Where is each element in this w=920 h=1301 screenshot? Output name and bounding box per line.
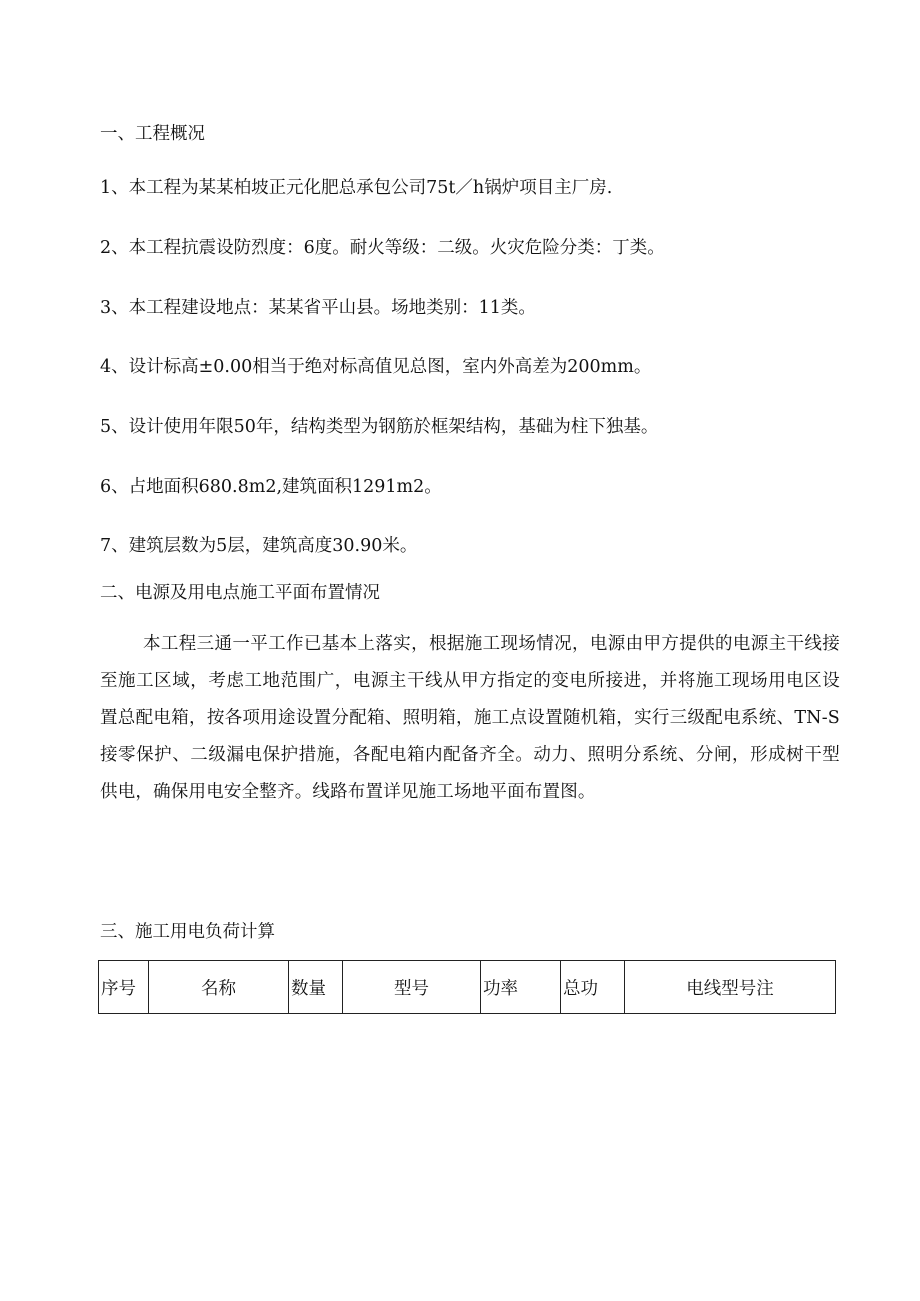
col-header-wire-model-note: 电线型号注	[625, 961, 836, 1014]
power-layout-paragraph: 本工程三通一平工作已基本上落实，根据施工现场情况，电源由甲方提供的电源主干线接至施工区域，考虑工地范围广，电源主干线从甲方指定的变电所接进，并将施工现场用电区设置总配电箱，按各项用途设置分配箱、照明箱，施工点设置随机箱，实行三级配电系统、TN-S接零保护、二级漏电保护措施，各配电箱内配备齐全。动力、照明分系统、分闸，形成树干型供电，确保用电安全整齐。线路布置详见施工场地平面布置图。	[100, 634, 840, 802]
overview-item-4: 4、设计标高±0.00相当于绝对标高值见总图，室内外高差为200mm。	[100, 357, 652, 377]
overview-item-6: 6、占地面积680.8m2,建筑面积1291m2。	[100, 477, 442, 497]
col-header-total-power: 总功	[561, 961, 625, 1014]
overview-item-7: 7、建筑层数为5层，建筑高度30.90米。	[100, 536, 418, 556]
table-header-row	[99, 961, 836, 1014]
overview-item-1: 1、本工程为某某柏坡正元化肥总承包公司75t／h锅炉项目主厂房.	[100, 178, 613, 198]
col-header-name: 名称	[149, 961, 289, 1014]
section-2-heading: 二、电源及用电点施工平面布置情况	[100, 583, 380, 603]
section-1-heading: 一、工程概况	[100, 124, 205, 144]
section-3-heading: 三、施工用电负荷计算	[100, 922, 275, 942]
overview-item-2: 2、本工程抗震设防烈度：6度。耐火等级：二级。火灾危险分类：丁类。	[100, 238, 665, 258]
col-header-quantity: 数量	[289, 961, 343, 1014]
overview-item-3: 3、本工程建设地点：某某省平山县。场地类别：11类。	[100, 298, 536, 318]
overview-item-5: 5、设计使用年限50年，结构类型为钢筋於框架结构，基础为柱下独基。	[100, 417, 659, 437]
col-header-power: 功率	[481, 961, 561, 1014]
load-calculation-table	[98, 960, 836, 1014]
col-header-model: 型号	[343, 961, 481, 1014]
col-header-index: 序号	[99, 961, 149, 1014]
